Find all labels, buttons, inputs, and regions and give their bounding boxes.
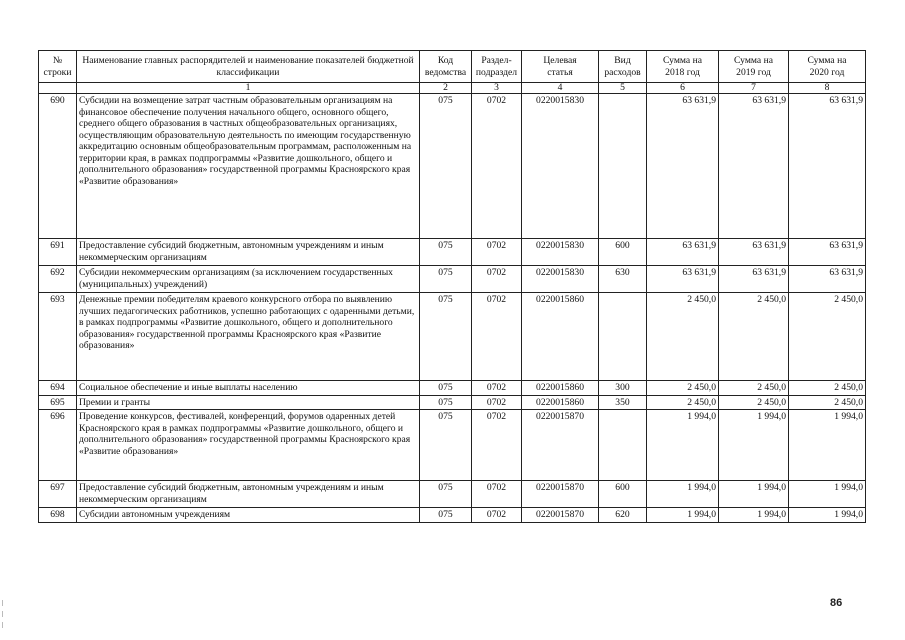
row-name: Предоставление субсидий бюджетным, автономным учреждениям и иным некоммерческим организациям: [77, 239, 420, 266]
table-row: [39, 410, 866, 481]
row-name: Денежные премии победителям краевого конкурсного отбора по выявлению лучших педагогических работников, успешно работающих с одаренными детьми, в рамках подпрограммы «Развитие дошкольного, общего и дополнительного образования» государственной программы Красноярского края «Развитие образования»: [77, 293, 420, 381]
row-dept-code: 075: [420, 410, 472, 481]
row-sum-2018: 2 450,0: [647, 395, 719, 410]
row-sum-2018: 63 631,9: [647, 266, 719, 293]
row-name: Премии и гранты: [77, 395, 420, 410]
row-sum-2019: 63 631,9: [719, 266, 789, 293]
table-row: [39, 508, 866, 523]
column-number-row: [39, 83, 866, 94]
table-row: [39, 293, 866, 381]
row-dept-code: 075: [420, 94, 472, 239]
row-section: 0702: [472, 481, 522, 508]
row-number: 693: [39, 293, 77, 381]
row-target: 0220015830: [522, 94, 599, 239]
column-number: 6: [647, 83, 719, 94]
row-expense-type: [599, 410, 647, 481]
row-number: 696: [39, 410, 77, 481]
row-name: Проведение конкурсов, фестивалей, конференций, форумов одаренных детей Красноярского края в рамках подпрограммы «Развитие дошкольного, общего и дополнительного образования» государственной программы Красноярского края «Развитие образования»: [77, 410, 420, 481]
row-expense-type: 300: [599, 381, 647, 396]
row-name: Субсидии автономным учреждениям: [77, 508, 420, 523]
scan-margin-marks: [2, 600, 5, 640]
row-sum-2020: 2 450,0: [789, 381, 866, 396]
row-target: 0220015870: [522, 508, 599, 523]
row-name: Предоставление субсидий бюджетным, автономным учреждениям и иным некоммерческим организациям: [77, 481, 420, 508]
row-dept-code: 075: [420, 293, 472, 381]
row-sum-2018: 2 450,0: [647, 293, 719, 381]
row-sum-2020: 63 631,9: [789, 94, 866, 239]
row-number: 695: [39, 395, 77, 410]
row-sum-2018: 1 994,0: [647, 508, 719, 523]
column-number: 1: [77, 83, 420, 94]
row-sum-2020: 1 994,0: [789, 481, 866, 508]
table-row: [39, 239, 866, 266]
table-row: [39, 381, 866, 396]
row-expense-type: 600: [599, 481, 647, 508]
row-sum-2018: 63 631,9: [647, 94, 719, 239]
row-sum-2020: 1 994,0: [789, 410, 866, 481]
row-section: 0702: [472, 94, 522, 239]
row-sum-2018: 2 450,0: [647, 381, 719, 396]
row-sum-2019: 1 994,0: [719, 410, 789, 481]
row-target: 0220015870: [522, 481, 599, 508]
row-sum-2019: 2 450,0: [719, 381, 789, 396]
row-sum-2018: 1 994,0: [647, 410, 719, 481]
row-sum-2020: 1 994,0: [789, 508, 866, 523]
row-sum-2018: 63 631,9: [647, 239, 719, 266]
column-number-blank: [39, 83, 77, 94]
row-target: 0220015860: [522, 293, 599, 381]
row-dept-code: 075: [420, 266, 472, 293]
table-row: [39, 481, 866, 508]
table-header-row: [39, 51, 866, 83]
row-section: 0702: [472, 395, 522, 410]
row-number: 698: [39, 508, 77, 523]
row-dept-code: 075: [420, 395, 472, 410]
row-dept-code: 075: [420, 381, 472, 396]
header-sum-2019: Сумма на 2019 год: [719, 51, 789, 83]
row-sum-2020: 63 631,9: [789, 266, 866, 293]
row-section: 0702: [472, 381, 522, 396]
row-sum-2019: 1 994,0: [719, 481, 789, 508]
row-expense-type: 630: [599, 266, 647, 293]
row-section: 0702: [472, 508, 522, 523]
column-number: 5: [599, 83, 647, 94]
header-section: Раздел- подраздел: [472, 51, 522, 83]
row-expense-type: 620: [599, 508, 647, 523]
row-sum-2019: 63 631,9: [719, 239, 789, 266]
header-sum-2020: Сумма на 2020 год: [789, 51, 866, 83]
row-sum-2019: 2 450,0: [719, 395, 789, 410]
row-sum-2019: 1 994,0: [719, 508, 789, 523]
row-section: 0702: [472, 410, 522, 481]
table-row: [39, 395, 866, 410]
header-dept-code: Код ведомства: [420, 51, 472, 83]
row-name: Субсидии некоммерческим организациям (за исключением государственных (муниципальных) учреждений): [77, 266, 420, 293]
column-number: 3: [472, 83, 522, 94]
row-dept-code: 075: [420, 481, 472, 508]
row-sum-2018: 1 994,0: [647, 481, 719, 508]
column-number: 2: [420, 83, 472, 94]
row-expense-type: [599, 293, 647, 381]
row-sum-2020: 63 631,9: [789, 239, 866, 266]
header-sum-2018: Сумма на 2018 год: [647, 51, 719, 83]
header-name: Наименование главных распорядителей и наименование показателей бюджетной классификации: [77, 51, 420, 83]
row-target: 0220015860: [522, 381, 599, 396]
column-number: 7: [719, 83, 789, 94]
table-row: [39, 266, 866, 293]
row-expense-type: 350: [599, 395, 647, 410]
budget-table: [38, 50, 866, 523]
row-expense-type: 600: [599, 239, 647, 266]
row-number: 697: [39, 481, 77, 508]
row-number: 690: [39, 94, 77, 239]
header-target: Целевая статья: [522, 51, 599, 83]
row-target: 0220015830: [522, 266, 599, 293]
row-section: 0702: [472, 239, 522, 266]
row-expense-type: [599, 94, 647, 239]
row-dept-code: 075: [420, 508, 472, 523]
row-sum-2019: 2 450,0: [719, 293, 789, 381]
table-row: [39, 94, 866, 239]
row-target: 0220015830: [522, 239, 599, 266]
row-target: 0220015870: [522, 410, 599, 481]
row-section: 0702: [472, 293, 522, 381]
column-number: 4: [522, 83, 599, 94]
row-sum-2020: 2 450,0: [789, 293, 866, 381]
page-number: 86: [830, 597, 843, 609]
header-row-no: № строки: [39, 51, 77, 83]
column-number: 8: [789, 83, 866, 94]
row-sum-2019: 63 631,9: [719, 94, 789, 239]
row-number: 691: [39, 239, 77, 266]
row-number: 694: [39, 381, 77, 396]
header-expense-type: Вид расходов: [599, 51, 647, 83]
row-section: 0702: [472, 266, 522, 293]
row-name: Субсидии на возмещение затрат частным образовательным организациям на финансовое обеспечение получения начального общего, основного общего, среднего общего образования в частных общеобразовательных организациях, осуществляющим образовательную деятельность по имеющим государственную аккредитацию основным общеобразовательным программам, расположенным на территории края, в рамках подпрограммы «Развитие дошкольного, общего и дополнительного образования» государственной программы Красноярского края «Развитие образования»: [77, 94, 420, 239]
row-number: 692: [39, 266, 77, 293]
row-sum-2020: 2 450,0: [789, 395, 866, 410]
row-target: 0220015860: [522, 395, 599, 410]
row-name: Социальное обеспечение и иные выплаты населению: [77, 381, 420, 396]
row-dept-code: 075: [420, 239, 472, 266]
